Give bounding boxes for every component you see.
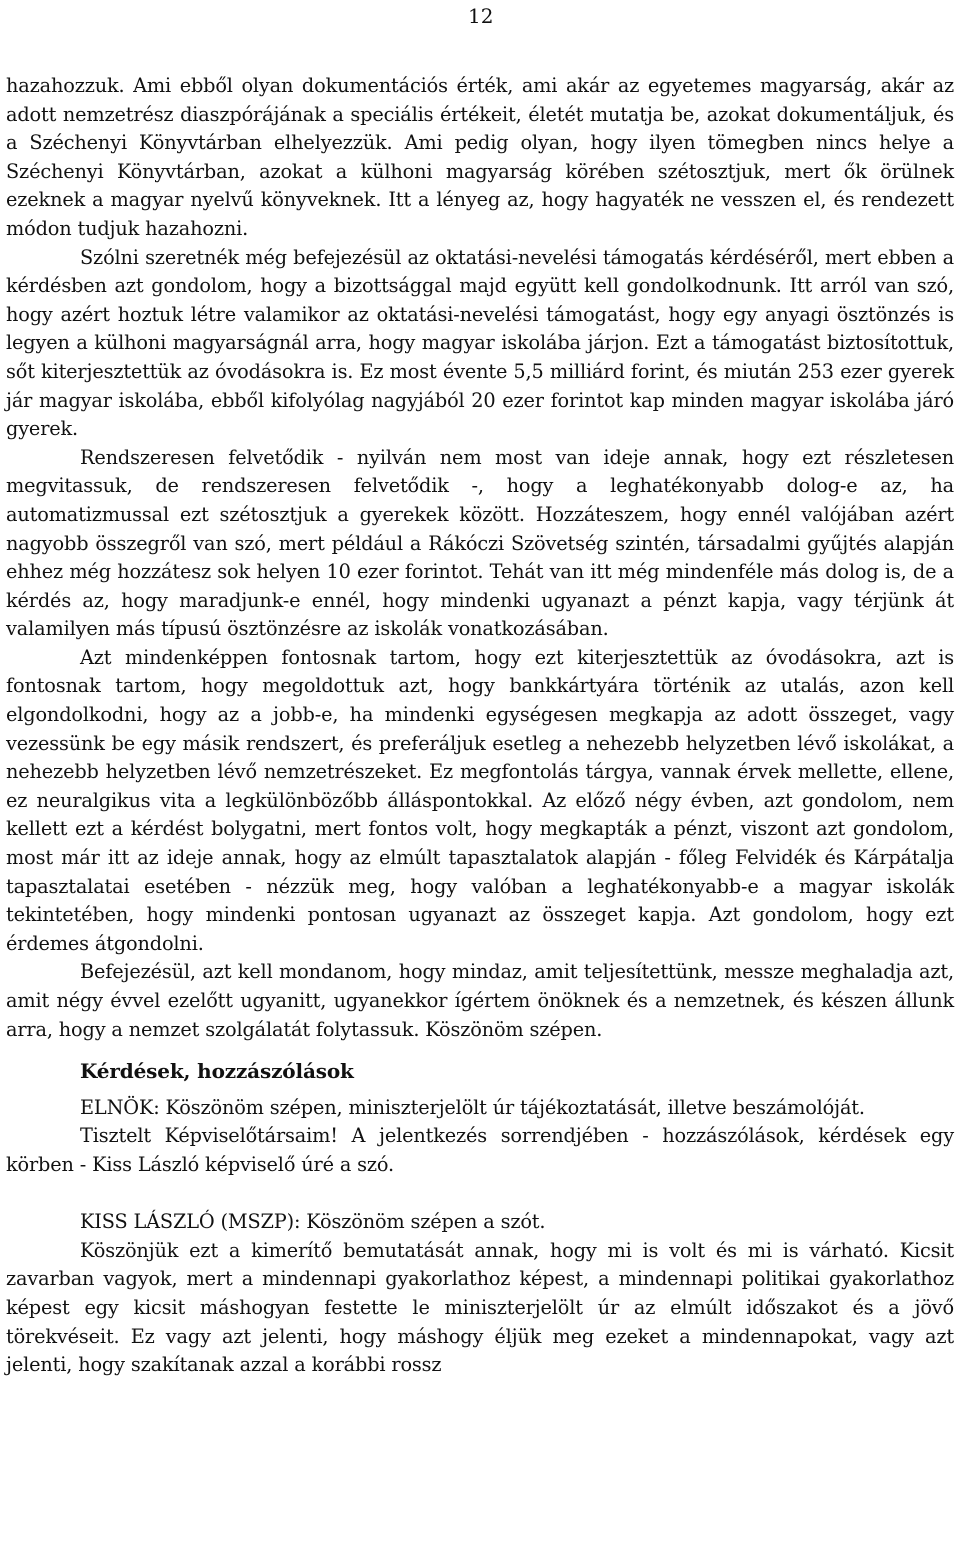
paragraph: Befejezésül, azt kell mondanom, hogy mindaz, amit teljesítettünk, messze meghaladja azt, amit négy évvel ezelőtt ugyanitt, ugyanekkor ígértem önöknek és a nemzetnek, és készen állunk arra, hogy a nemzet szolgálatát folytassuk. Köszönöm szépen.: [6, 960, 954, 1041]
speaker-statement: KISS LÁSZLÓ (MSZP): Köszönöm szépen a szót.: [80, 1210, 546, 1234]
chair-statement: ELNÖK: Köszönöm szépen, miniszterjelölt úr tájékoztatását, illetve beszámolóját.: [80, 1095, 865, 1119]
paragraph: Azt mindenképpen fontosnak tartom, hogy ezt kiterjesztettük az óvodásokra, azt is fontosnak tartom, hogy megoldottuk azt, hogy bankkártyára történik az utalás, azon kell elgondolkodni, hogy az a jobb-e, ha mindenki egységesen megkapja az adott összeget, vagy vezessünk be egy másik rendszert, és preferáljuk esetleg a nehezebb helyzetben lévő iskolákat, a nehezebb helyzetben lévő nemzetrészeket. Ez megfontolás tárgya, vannak érvek mellette, ellene, ez neuralgikus vita a legkülönbözőbb álláspontokkal. Az előző négy évben, azt gondolom, nem kellett ezt a kérdést bolygatni, mert fontos volt, hogy megkapták a pénzt, viszont azt gondolom, most már itt az ideje annak, hogy az elmúlt tapasztalatok alapján - főleg Felvidék és Kárpátalja tapasztalatai esetében - nézzük meg, hogy valóban a leghatékonyabb-e a magyar iskolák tekintetében, hogy mindenki pontosan ugyanazt az összeget kapja. Azt gondolom, hogy ezt érdemes átgondolni.: [6, 645, 954, 955]
section-heading: Kérdések, hozzászólások: [80, 1059, 354, 1084]
blank-line: [6, 1180, 954, 1209]
document-body: [6, 72, 954, 1380]
page-number: 12: [468, 4, 494, 28]
chair-statement: Tisztelt Képviselőtársaim! A jelentkezés sorrendjében - hozzászólások, kérdések egy körben - Kiss László képviselő úré a szó.: [6, 1124, 954, 1176]
paragraph: Szólni szeretnék még befejezésül az oktatási-nevelési támogatás kérdéséről, mert ebben a kérdésben azt gondolom, hogy a bizottsággal majd együtt kell gondolkodnunk. Itt arról van szó, hogy azért hoztuk létre valamikor az oktatási-nevelési támogatást, hogy egy anyagi ösztönzés is legyen a külhoni magyarságnál arra, hogy magyar iskolába járjon. Ezt a támogatást biztosítottuk, sőt kiterjesztettük az óvodásokra is. Ez most évente 5,5 milliárd forint, és miután 253 ezer gyerek jár magyar iskolába, ebből kifolyólag nagyjából 20 ezer forintot kap minden magyar iskolába járó gyerek.: [6, 245, 954, 441]
paragraph: Rendszeresen felvetődik - nyilván nem most van ideje annak, hogy ezt részletesen megvitassuk, de rendszeresen felvetődik -, hogy a leghatékonyabb dolog-e az, ha automatizmussal ezt szétosztjuk a gyerekek között. Hozzáteszem, hogy ennél valójában azért nagyobb összegről van szó, mert például a Rákóczi Szövetség szintén, társadalmi gyűjtés alapján ehhez még hozzátesz sok helyen 10 ezer forintot. Tehát van itt még mindenféle más dolog is, de a kérdés az, hogy maradjunk-e ennél, hogy mindenki ugyanazt a pénzt kapja, vagy térjünk át valamilyen más típusú ösztönzésre az iskolák vonatkozásában.: [6, 445, 954, 641]
speaker-statement: Köszönjük ezt a kimerítő bemutatását annak, hogy mi is volt és mi is várható. Kicsit zavarban vagyok, mert a mindennapi gyakorlathoz képest, a mindennapi politikai gyakorlathoz képest egy kicsit máshogyan festette le miniszterjelölt úr az elmúlt időszakot és a jövő törekvéseit. Ez vagy azt jelenti, hogy máshogy éljük meg ezeket a mindennapokat, vagy azt jelenti, hogy szakítanak azzal a korábbi rossz: [6, 1238, 954, 1377]
paragraph: hazahozzuk. Ami ebből olyan dokumentációs érték, ami akár az egyetemes magyarság, akár az adott nemzetrész diaszpórájának a speciális értékeit, életét mutatja be, azokat dokumentáljuk, és a Széchenyi Könyvtárban elhelyezzük. Ami pedig olyan, hogy ilyen tömegben nincs helye a Széchenyi Könyvtárban, azokat a külhoni magyarság körében szétosztjuk, mert ők örülnek ezeknek a magyar nyelvű könyveknek. Itt a lényeg az, hogy hagyaték ne vesszen el, és rendezett módon tudjuk hazahozni.: [6, 74, 954, 240]
